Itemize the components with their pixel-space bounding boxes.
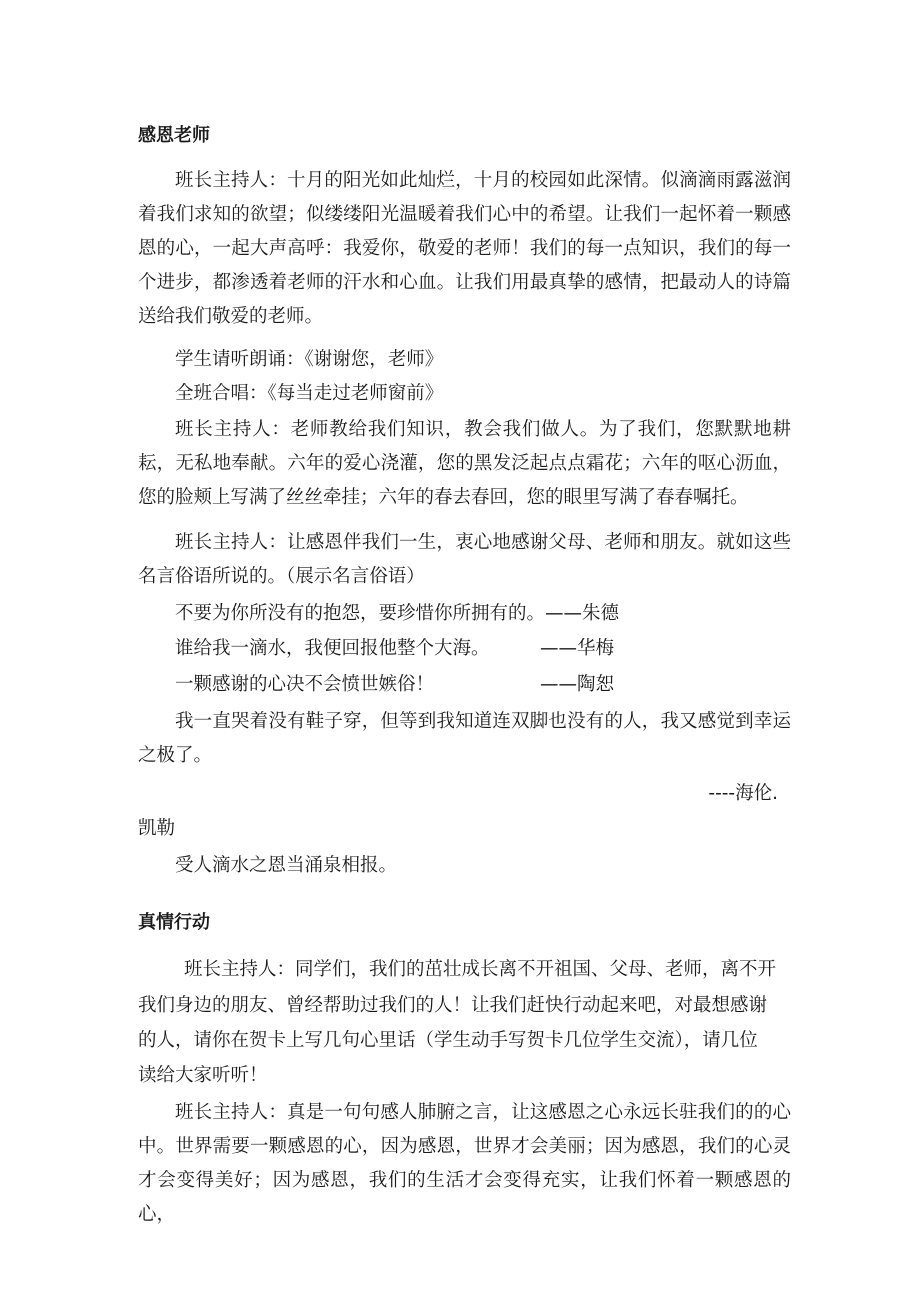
quote-zhude: 不要为你所没有的抱怨，要珍惜你所拥有的。——朱德 <box>175 603 620 624</box>
quote-keller-author-part1: ----海伦. <box>708 783 778 804</box>
quote-taoshu-author: ——陶恕 <box>540 674 615 695</box>
host-paragraph-1: 班长主持人：十月的阳光如此灿烂，十月的校园如此深情。似滴滴雨露滋润着我们求知的欲望；似缕缕阳光温暖着我们心中的希望。让我们一起怀着一颗感恩的心，一起大声高呼：我爱你，敬爱的老师！我们的每一点知识，我们的每一个进步，都渗透着老师的汗水和心血。让我们用最真挚的感情，把最动人的诗篇送给我们敬爱的老师。 <box>138 170 791 327</box>
host-paragraph-3: 班长主持人：让感恩伴我们一生，衷心地感谢父母、老师和朋友。就如这些名言俗语所说的。（展示名言俗语） <box>138 532 791 587</box>
proverb-line: 受人滴水之恩当涌泉相报。 <box>175 855 398 876</box>
action-paragraph-line-1: 班长主持人：同学们，我们的茁壮成长离不开祖国、父母、老师，离不开 <box>184 959 777 980</box>
closing-paragraph: 班长主持人：真是一句句感人肺腑之言，让这感恩之心永远长驻我们的的心中。世界需要一颗感恩的心，因为感恩，世界才会美丽；因为感恩，我们的心灵才会变得美好；因为感恩，我们的生活才会变得充实，让我们怀着一颗感恩的心， <box>138 1102 791 1225</box>
action-paragraph-line-3: 的人，请你在贺卡上写几句心里话（学生动手写贺卡几位学生交流），请几位 <box>138 1030 758 1051</box>
action-paragraph-line-2: 我们身边的朋友、曾经帮助过我们的人！让我们赶快行动起来吧，对最想感谢 <box>138 995 768 1016</box>
section-title-thank-teachers: 感恩老师 <box>138 125 210 146</box>
quote-huamei-text: 谁给我一滴水，我便回报他整个大海。 <box>175 638 490 659</box>
recitation-line: 学生请听朗诵：《谢谢您，老师》 <box>175 349 444 370</box>
chorus-line: 全班合唱：《每当走过老师窗前》 <box>175 383 444 404</box>
quote-taoshu-text: 一颗感谢的心决不会愤世嫉俗！ <box>175 674 435 695</box>
quote-huamei-author: ——华梅 <box>540 638 615 659</box>
quote-keller-author-part2: 凯勒 <box>138 818 176 839</box>
action-paragraph-line-4: 读给大家听听！ <box>138 1065 268 1086</box>
host-paragraph-2: 班长主持人：老师教给我们知识，教会我们做人。为了我们，您默默地耕耘，无私地奉献。六年的爱心浇灌，您的黑发泛起点点霜花；六年的呕心沥血，您的脸颊上写满了丝丝牵挂；六年的春去春回，您的眼里写满了春春嘱托。 <box>138 419 791 508</box>
section-title-sincere-action: 真情行动 <box>138 912 210 933</box>
quote-keller: 我一直哭着没有鞋子穿，但等到我知道连双脚也没有的人，我又感觉到幸运之极了。 <box>138 711 791 766</box>
